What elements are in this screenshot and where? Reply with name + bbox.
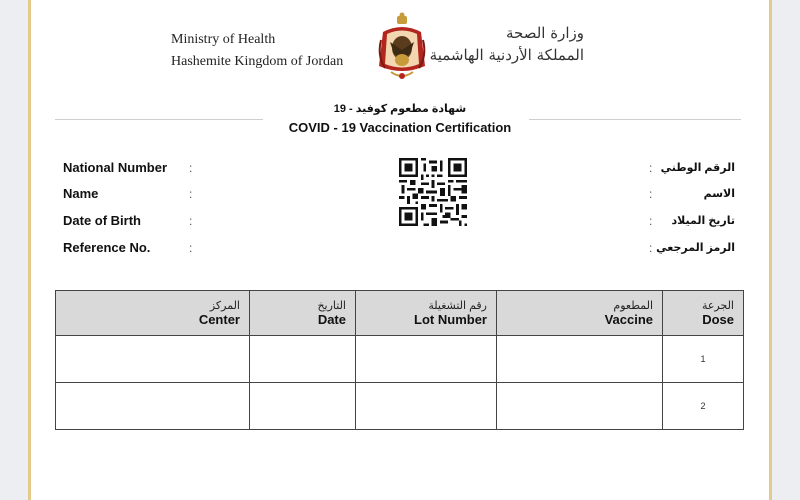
colon: : <box>189 214 193 228</box>
colon: : <box>189 187 193 201</box>
cell-dose: 1 <box>663 336 744 383</box>
ministry-name-ar: وزارة الصحة <box>506 24 584 42</box>
cell-date <box>250 383 356 430</box>
label-name-ar: الاسم <box>703 188 735 200</box>
column-header-date <box>250 291 356 336</box>
column-header-ar: المركز <box>209 300 240 312</box>
label-reference-no: Reference No. <box>63 240 151 255</box>
column-header-en: Lot Number <box>414 312 487 327</box>
label-date-of-birth-ar: تاريخ الميلاد <box>671 215 735 227</box>
vaccination-table <box>55 290 744 430</box>
table-row <box>56 383 744 430</box>
header-arabic <box>430 22 584 66</box>
cell-lot-number <box>356 336 497 383</box>
colon: : <box>189 241 193 255</box>
column-header-en: Vaccine <box>604 312 653 327</box>
cell-center <box>56 383 250 430</box>
column-header-ar: رقم التشغيلة <box>428 300 487 312</box>
colon: : <box>649 241 653 255</box>
label-date-of-birth: Date of Birth <box>63 213 141 228</box>
header-english <box>171 29 343 73</box>
column-header-en: Center <box>198 312 240 327</box>
colon: : <box>649 214 653 228</box>
column-header-ar: التاريخ <box>317 300 346 312</box>
colon: : <box>649 187 653 201</box>
label-national-number: National Number <box>63 160 168 175</box>
qr-code-icon <box>399 158 467 226</box>
kingdom-name-en: Hashemite Kingdom of Jordan <box>171 54 344 69</box>
certificate-title-en: COVID - 19 Vaccination Certification <box>288 120 512 135</box>
cell-dose: 2 <box>663 383 744 430</box>
jordan-coat-of-arms-icon <box>373 10 431 82</box>
column-header-en: Dose <box>702 312 734 327</box>
cell-date <box>250 336 356 383</box>
cell-vaccine <box>497 383 663 430</box>
column-header-ar: المطعوم <box>613 300 653 312</box>
column-header-lot-number <box>356 291 497 336</box>
column-header-ar: الجرعة <box>701 300 734 312</box>
certificate-title-ar: شهادة مطعوم كوفيد - 19 <box>333 103 467 115</box>
label-national-number-ar: الرقم الوطني <box>660 162 735 174</box>
column-header-en: Date <box>317 312 346 327</box>
ministry-name-en: Ministry of Health <box>171 32 276 47</box>
cell-lot-number <box>356 383 497 430</box>
table-header-row <box>56 291 744 336</box>
colon: : <box>189 161 193 175</box>
kingdom-name-ar: المملكة الأردنية الهاشمية <box>429 46 584 64</box>
colon: : <box>649 161 653 175</box>
label-name: Name <box>63 186 99 201</box>
label-reference-no-ar: الرمز المرجعي <box>656 242 735 254</box>
cell-center <box>56 336 250 383</box>
certificate-sheet <box>28 0 772 500</box>
column-header-center <box>56 291 250 336</box>
column-header-dose <box>663 291 744 336</box>
cell-vaccine <box>497 336 663 383</box>
table-row <box>56 336 744 383</box>
column-header-vaccine <box>497 291 663 336</box>
